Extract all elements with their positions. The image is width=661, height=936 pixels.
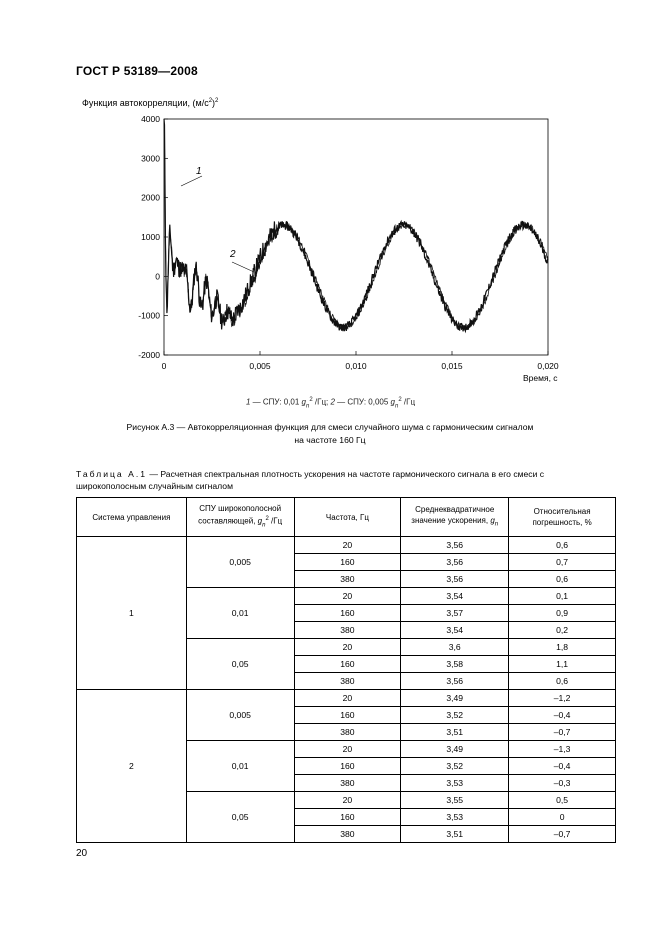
cell-psd: 0,05: [186, 639, 294, 690]
cell-frequency: 20: [294, 537, 401, 554]
cell-error: –0,4: [509, 707, 616, 724]
cell-frequency: 160: [294, 656, 401, 673]
table-header-row: [77, 498, 616, 537]
series-line-2: [164, 119, 548, 330]
cell-frequency: 380: [294, 673, 401, 690]
series-label-2: 2: [230, 249, 236, 260]
cell-psd: 0,01: [186, 588, 294, 639]
page-number: 20: [76, 848, 88, 859]
cell-rms: 3,52: [401, 758, 509, 775]
cell-error: 0,2: [509, 622, 616, 639]
cell-rms: 3,53: [401, 809, 509, 826]
figure-caption-line1: Рисунок А.3 — Автокорреляционная функция для смеси случайного шума с гармоническим сигналом: [126, 422, 534, 432]
y-tick-label: 0: [155, 271, 160, 282]
cell-frequency: 380: [294, 622, 401, 639]
x-tick-label: 0,010: [345, 361, 367, 371]
x-tick-label: 0: [161, 361, 167, 371]
cell-rms: 3,56: [401, 554, 509, 571]
series-label-1: 1: [196, 166, 202, 177]
table-body: [77, 537, 616, 843]
cell-psd: 0,05: [186, 792, 294, 843]
cell-frequency: 160: [294, 809, 401, 826]
col-header-rms: Среднеквадратичное значение ускорения, $g_n$: [401, 498, 509, 537]
cell-rms: 3,56: [401, 537, 509, 554]
cell-rms: 3,6: [401, 639, 509, 656]
y-tick-label: 1000: [141, 232, 160, 242]
cell-rms: 3,56: [401, 571, 509, 588]
cell-rms: 3,53: [401, 775, 509, 792]
cell-error: 0: [509, 809, 616, 826]
cell-rms: 3,58: [401, 656, 509, 673]
cell-error: –1,3: [509, 741, 616, 758]
cell-frequency: 20: [294, 690, 401, 707]
cell-frequency: 20: [294, 741, 401, 758]
cell-error: 0,9: [509, 605, 616, 622]
figure-caption: [90, 421, 570, 447]
cell-error: –0,7: [509, 724, 616, 741]
col-header-error: Относительная погрешность, %: [509, 498, 616, 537]
cell-error: –0,3: [509, 775, 616, 792]
x-axis-label: Время, с: [523, 373, 558, 383]
cell-frequency: 380: [294, 826, 401, 843]
cell-frequency: 380: [294, 775, 401, 792]
y-tick-label: -2000: [138, 350, 160, 360]
series-line-1: [164, 119, 548, 331]
cell-system: 2: [77, 690, 187, 843]
col-header-psd: СПУ широкополосной составляющей, $g_n^2$ /Гц: [186, 498, 294, 537]
results-table: [76, 497, 616, 843]
x-tick-label: 0,020: [537, 361, 559, 371]
cell-rms: 3,52: [401, 707, 509, 724]
document-header: ГОСТ Р 53189—2008: [76, 64, 198, 78]
cell-error: –0,4: [509, 758, 616, 775]
cell-error: 0,7: [509, 554, 616, 571]
cell-frequency: 160: [294, 554, 401, 571]
cell-rms: 3,57: [401, 605, 509, 622]
cell-frequency: 20: [294, 639, 401, 656]
x-tick-label: 0,005: [249, 361, 271, 371]
x-tick-label: 0,015: [441, 361, 463, 371]
chart-series: [164, 119, 548, 331]
table-row: [77, 690, 616, 707]
cell-rms: 3,49: [401, 690, 509, 707]
cell-psd: 0,005: [186, 537, 294, 588]
table-caption-text: — Расчетная спектральная плотность ускорения на частоте гармонического сигнала в его смеси с широкополосным случайным сигналом: [76, 469, 545, 491]
cell-psd: 0,005: [186, 690, 294, 741]
cell-error: 0,6: [509, 673, 616, 690]
cell-error: –1,2: [509, 690, 616, 707]
cell-error: 0,6: [509, 537, 616, 554]
cell-error: 0,1: [509, 588, 616, 605]
table-caption: [76, 468, 616, 492]
autocorrelation-chart: [0, 0, 661, 400]
cell-error: 1,8: [509, 639, 616, 656]
cell-rms: 3,56: [401, 673, 509, 690]
chart-legend: 1 — СПУ: 0,01 $g_n^2$ /Гц; 2 — СПУ: 0,005 $g_n^2$ /Гц: [245, 397, 416, 410]
col-header-frequency: Частота, Гц: [294, 498, 401, 537]
y-tick-label: 3000: [141, 153, 160, 164]
cell-frequency: 380: [294, 571, 401, 588]
series-label-1-leader: [181, 176, 202, 186]
cell-error: 0,6: [509, 571, 616, 588]
cell-error: 0,5: [509, 792, 616, 809]
series-label-2-leader: [232, 262, 254, 272]
cell-error: 1,1: [509, 656, 616, 673]
cell-frequency: 160: [294, 707, 401, 724]
cell-frequency: 380: [294, 724, 401, 741]
cell-frequency: 160: [294, 758, 401, 775]
col-header-system: Система управления: [77, 498, 187, 537]
cell-rms: 3,51: [401, 826, 509, 843]
cell-system: 1: [77, 537, 187, 690]
cell-rms: 3,49: [401, 741, 509, 758]
cell-rms: 3,51: [401, 724, 509, 741]
cell-rms: 3,54: [401, 622, 509, 639]
y-tick-label: 2000: [141, 192, 160, 203]
axis-ticks: [138, 114, 559, 371]
table-caption-prefix: Таблица А.1: [76, 469, 147, 479]
cell-rms: 3,55: [401, 792, 509, 809]
cell-frequency: 160: [294, 605, 401, 622]
table-row: [77, 537, 616, 554]
cell-frequency: 20: [294, 588, 401, 605]
cell-rms: 3,54: [401, 588, 509, 605]
y-axis-label: Функция автокорреляции, $(м/с^2)^2$: [82, 98, 219, 108]
cell-error: –0,7: [509, 826, 616, 843]
y-tick-label: -1000: [138, 310, 160, 321]
cell-psd: 0,01: [186, 741, 294, 792]
y-tick-label: 4000: [141, 114, 160, 124]
figure-caption-line2: на частоте 160 Гц: [294, 435, 366, 445]
cell-frequency: 20: [294, 792, 401, 809]
